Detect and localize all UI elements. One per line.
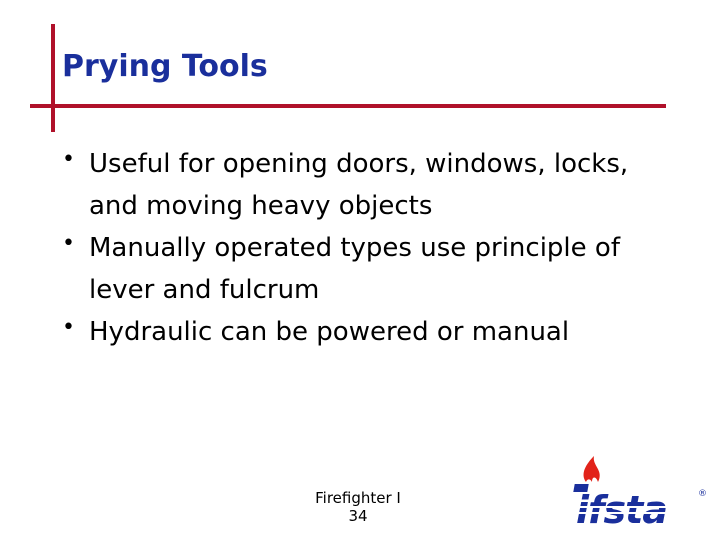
bullet-text: Hydraulic can be powered or manual (89, 317, 570, 347)
bullet-item (60, 143, 680, 227)
vertical-rule (51, 24, 55, 132)
slide-title: Prying Tools (62, 49, 268, 84)
bullet-dot-icon: • (62, 147, 75, 172)
bullet-dot-icon: • (62, 231, 75, 256)
bullet-dot-icon: • (62, 315, 75, 340)
footer-course-name: Firefighter I (315, 489, 401, 507)
bullet-item (60, 311, 680, 353)
bullet-list (60, 143, 680, 353)
ifsta-logo (572, 454, 712, 528)
logo-stripe (572, 506, 698, 508)
bullet-item (60, 227, 680, 311)
logo-registered-mark: ® (698, 489, 707, 499)
logo-stripe (572, 512, 698, 514)
bullet-text: Useful for opening doors, windows, locks, and moving heavy objects (89, 149, 629, 221)
flame-icon (584, 456, 600, 482)
slide-footer (288, 489, 428, 525)
horizontal-rule (30, 104, 666, 108)
bullet-text: Manually operated types use principle of lever and fulcrum (89, 233, 620, 305)
footer-page-number: 34 (348, 507, 368, 525)
